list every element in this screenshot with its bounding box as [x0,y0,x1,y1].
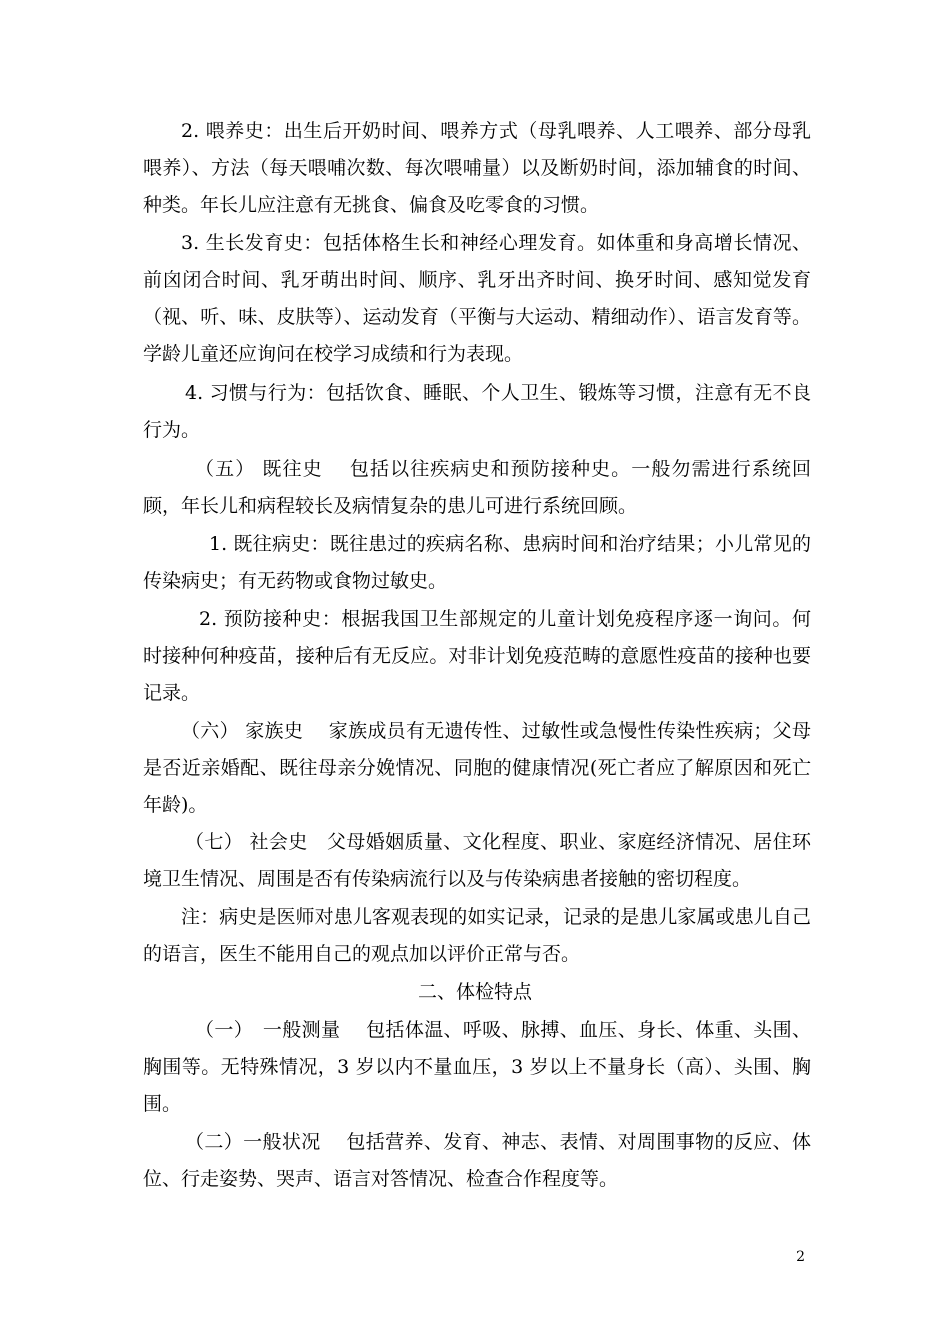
section-heading: 二、体检特点 [417,981,532,1003]
paragraph-note: 注：病史是医师对患儿客观表现的如实记录，记录的是患儿家属或患儿自己的语言，医生不能用自己的观点加以评价正常与否。 [143,906,811,965]
paragraph-general-condition: （二）一般状况 包括营养、发育、神志、表情、对周围事物的反应、体位、行走姿势、哭声、语言对答情况、检查合作程度等。 [143,1131,811,1190]
paragraph-habits-behavior: 4. 习惯与行为：包括饮食、睡眠、个人卫生、锻炼等习惯，注意有无不良行为。 [143,382,811,441]
paragraph-past-illness: 1. 既往病史：既往患过的疾病名称、患病时间和治疗结果；小儿常见的传染病史；有无药物或食物过敏史。 [143,533,811,592]
paragraph-growth-history: 3. 生长发育史：包括体格生长和神经心理发育。如体重和身高增长情况、前囟闭合时间、乳牙萌出时间、顺序、乳牙出齐时间、换牙时间、感知觉发育（视、听、味、皮肤等）、运动发育（平衡与大运动、精细动作）、语言发育等。学龄儿童还应询问在校学习成绩和行为表现。 [143,232,811,365]
paragraph-feeding-history: 2. 喂养史：出生后开奶时间、喂养方式（母乳喂养、人工喂养、部分母乳喂养）、方法（每天喂哺次数、每次喂哺量）以及断奶时间，添加辅食的时间、种类。年长儿应注意有无挑食、偏食及吃零食的习惯。 [143,120,811,216]
paragraph-general-measurement: （一） 一般测量 包括体温、呼吸、脉搏、血压、身长、体重、头围、胸围等。无特殊情况，3 岁以内不量血压，3 岁以上不量身长（高）、头围、胸围。 [143,1019,811,1115]
paragraph-past-history: （五） 既往史 包括以往疾病史和预防接种史。一般勿需进行系统回顾，年长儿和病程较长及病情复杂的患儿可进行系统回顾。 [143,458,811,517]
paragraph-social-history: （七） 社会史 父母婚姻质量、文化程度、职业、家庭经济情况、居住环境卫生情况、周围是否有传染病流行以及与传染病患者接触的密切程度。 [143,831,811,890]
paragraph-vaccination: 2. 预防接种史：根据我国卫生部规定的儿童计划免疫程序逐一询问。何时接种何种疫苗，接种后有无反应。对非计划免疫范畴的意愿性疫苗的接种也要记录。 [143,608,811,704]
page-number: 2 [796,1249,805,1265]
paragraph-family-history: （六） 家族史 家族成员有无遗传性、过敏性或急慢性传染性疾病；父母是否近亲婚配、既往母亲分娩情况、同胞的健康情况(死亡者应了解原因和死亡年龄)。 [143,720,811,816]
